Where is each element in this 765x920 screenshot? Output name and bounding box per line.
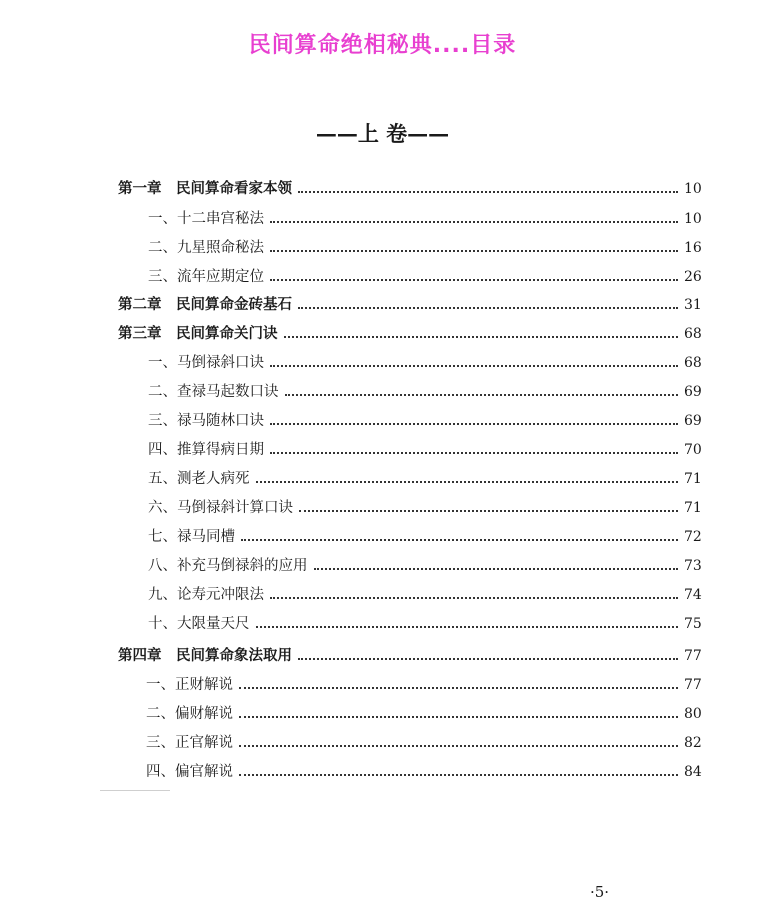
toc-entry-page: 72 (684, 529, 702, 545)
dot-leader (270, 279, 678, 281)
page-number: ·5· (590, 883, 610, 901)
toc-entry-label: 六、马倒禄斜计算口诀 (148, 500, 293, 516)
dot-leader (298, 307, 678, 309)
dot-leader (270, 452, 678, 454)
toc-entry-label: 二、查禄马起数口诀 (148, 384, 279, 400)
dot-leader (270, 250, 678, 252)
toc-entry-label: 四、推算得病日期 (148, 442, 264, 458)
toc-entry-section (148, 266, 708, 288)
toc-entry-label: 二、九星照命秘法 (148, 240, 264, 256)
dot-leader (241, 539, 678, 541)
toc-entry-page: 68 (684, 326, 702, 342)
dot-leader (239, 687, 678, 689)
toc-entry-page: 70 (684, 442, 702, 458)
toc-entry-page: 73 (684, 558, 702, 574)
toc-entry-label: 二、偏财解说 (146, 706, 233, 722)
toc-entry-page: 31 (684, 297, 702, 313)
toc-entry-page: 69 (684, 413, 702, 429)
toc-entry-section (148, 584, 708, 606)
toc-entry-label: 第四章 民间算命象法取用 (118, 647, 292, 664)
toc-entry-label: 四、偏官解说 (146, 764, 233, 780)
toc-entry-page: 77 (684, 648, 702, 664)
dot-leader (299, 510, 678, 512)
dot-leader (270, 221, 678, 223)
toc-entry-page: 16 (684, 240, 702, 256)
toc-entry-section (146, 732, 708, 754)
toc-entry-section (148, 497, 708, 519)
volume-title: ——上 卷—— (315, 121, 450, 146)
dot-leader (285, 394, 679, 396)
scan-artifact (100, 790, 170, 791)
toc-entry-page: 71 (684, 500, 702, 516)
document-header-title: 民间算命绝相秘典....目录 (248, 33, 517, 58)
toc-entry-page: 74 (684, 587, 702, 603)
toc-entry-page: 77 (684, 677, 702, 693)
toc-entry-label: 三、正官解说 (146, 735, 233, 751)
toc-entry-label: 第二章 民间算命金砖基石 (118, 296, 292, 313)
toc-entry-chapter (118, 294, 708, 316)
toc-entry-chapter (118, 323, 708, 345)
toc-entry-label: 第一章 民间算命看家本领 (118, 180, 292, 197)
dot-leader (284, 336, 679, 338)
toc-entry-page: 75 (684, 616, 702, 632)
toc-entry-page: 71 (684, 471, 702, 487)
toc-entry-label: 三、禄马随林口诀 (148, 413, 264, 429)
dot-leader (256, 626, 679, 628)
toc-entry-label: 八、补充马倒禄斜的应用 (148, 558, 308, 574)
toc-entry-section (146, 761, 708, 783)
dot-leader (239, 716, 678, 718)
toc-entry-section (148, 468, 708, 490)
toc-entry-label: 七、禄马同槽 (148, 529, 235, 545)
toc-entry-section (148, 208, 708, 230)
toc-entry-label: 三、流年应期定位 (148, 269, 264, 285)
toc-entry-page: 68 (684, 355, 702, 371)
toc-entry-label: 一、十二串宫秘法 (148, 211, 264, 227)
toc-entry-label: 一、正财解说 (146, 677, 233, 693)
toc-entry-section (148, 555, 708, 577)
toc-entry-chapter (118, 645, 708, 667)
toc-entry-section (148, 381, 708, 403)
toc-entry-page: 84 (684, 764, 702, 780)
toc-entry-section (148, 526, 708, 548)
dot-leader (298, 191, 678, 193)
toc-entry-section (148, 439, 708, 461)
toc-entry-label: 一、马倒禄斜口诀 (148, 355, 264, 371)
toc-entry-section (148, 237, 708, 259)
toc-entry-section (148, 410, 708, 432)
toc-entry-section (148, 613, 708, 635)
toc-entry-page: 80 (684, 706, 702, 722)
dot-leader (314, 568, 679, 570)
dot-leader (256, 481, 679, 483)
dot-leader (298, 658, 678, 660)
dot-leader (270, 365, 678, 367)
toc-entry-label: 十、大限量天尺 (148, 616, 250, 632)
dot-leader (239, 745, 678, 747)
toc-entry-chapter (118, 178, 708, 200)
toc-entry-page: 82 (684, 735, 702, 751)
toc-entry-section (148, 352, 708, 374)
dot-leader (270, 597, 678, 599)
dot-leader (270, 423, 678, 425)
toc-entry-label: 五、测老人病死 (148, 471, 250, 487)
toc-entry-label: 九、论寿元冲限法 (148, 587, 264, 603)
toc-entry-page: 69 (684, 384, 702, 400)
toc-entry-page: 10 (684, 211, 702, 227)
toc-entry-page: 26 (684, 269, 702, 285)
toc-entry-section (146, 703, 708, 725)
toc-entry-section (146, 674, 708, 696)
dot-leader (239, 774, 678, 776)
toc-entry-label: 第三章 民间算命关门诀 (118, 325, 278, 342)
toc-entry-page: 10 (684, 181, 702, 197)
